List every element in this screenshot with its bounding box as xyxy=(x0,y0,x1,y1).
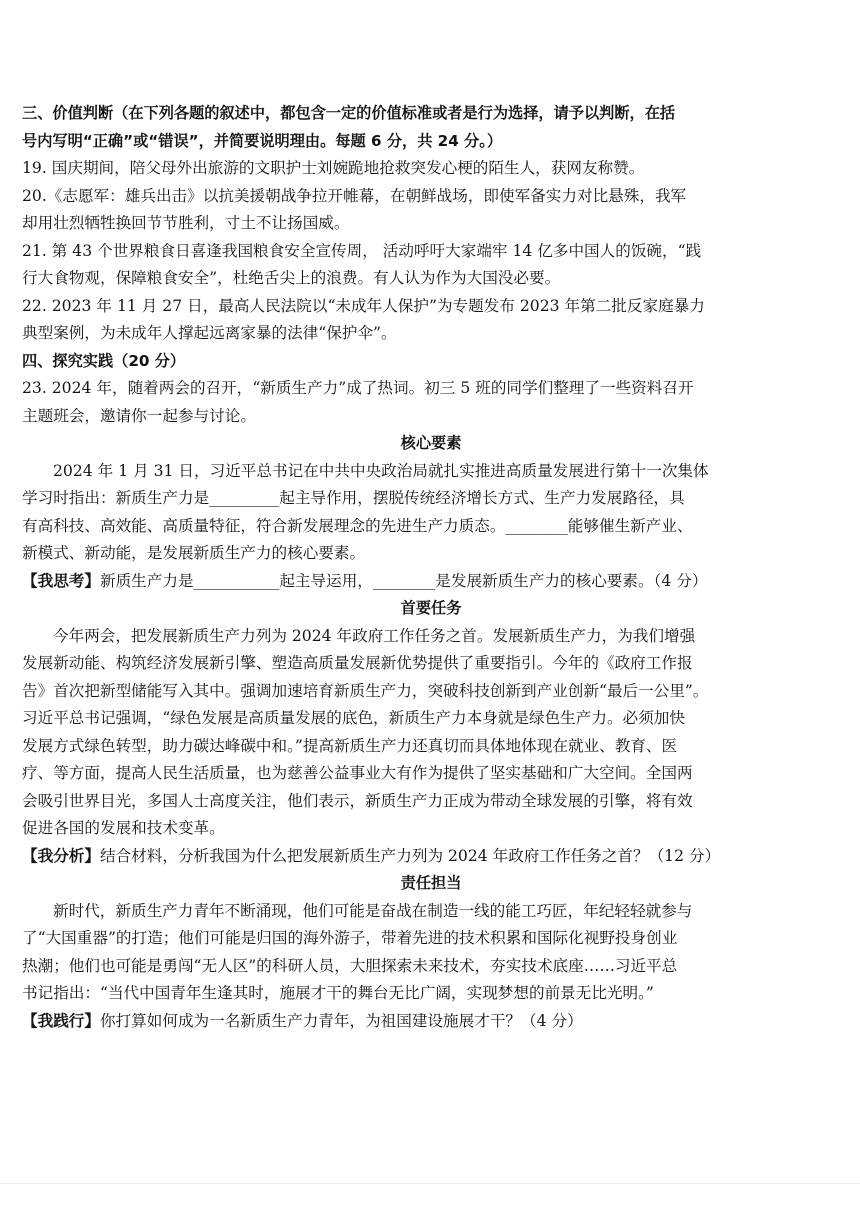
part1-title: 核心要素 xyxy=(400,434,462,452)
page-bottom-divider xyxy=(0,1183,860,1184)
part1-task xyxy=(22,568,840,596)
section3-heading-line1: 三、价值判断（在下列各题的叙述中，都包含一定的价值标准或者是行为选择，请予以判断，在括 xyxy=(22,104,676,122)
part2-line1: 今年两会，把发展新质生产力列为 2024 年政府工作任务之首。发展新质生产力，为我们增强 xyxy=(53,626,696,645)
part3-task xyxy=(22,1008,840,1036)
question-19: 19. 国庆期间，陪父母外出旅游的文职护士刘婉跪地抢救突发心梗的陌生人，获网友称赞。 xyxy=(22,159,645,177)
part3-line4: 书记指出：“当代中国青年生逢其时，施展才干的舞台无比广阔，实现梦想的前景无比光明。” xyxy=(22,984,654,1002)
section3-heading-line2: 号内写明“正确”或“错误”，并简要说明理由。每题 6 分，共 24 分。） xyxy=(22,131,503,150)
part1-line2: 学习时指出：新质生产力是_________起主导作用，摆脱传统经济增长方式、生产力发展路径，具 xyxy=(22,489,685,507)
part2-line8: 促进各国的发展和技术变革。 xyxy=(22,819,225,837)
question-22-line1: 22. 2023 年 11 月 27 日，最高人民法院以“未成年人保护”为专题发布 2023 年第二批反家庭暴力 xyxy=(22,296,705,315)
part2-line6: 疗、等方面，提高人民生活质量，也为慈善公益事业大有作为提供了坚实基础和广大空间。全国两 xyxy=(22,764,693,782)
part2-task xyxy=(22,843,840,871)
question-23-line1: 23. 2024 年，随着两会的召开，“新质生产力”成了热词。初三 5 班的同学们整理了一些资料召开 xyxy=(22,379,694,397)
part3-line3: 热潮；他们也可能是勇闯“无人区”的科研人员，大胆探索未来技术，夯实技术底座……习近平总 xyxy=(22,956,678,975)
question-21-line1: 21. 第 43 个世界粮食日喜逢我国粮食安全宣传周， 活动呼吁大家端牢 14 亿多中国人的饭碗，“践 xyxy=(22,241,702,260)
part2-line4: 习近平总书记强调，“绿色发展是高质量发展的底色，新质生产力本身就是绿色生产力。必须加快 xyxy=(22,709,685,727)
part1-task-text: 新质生产力是___________起主导运用，________是发展新质生产力的核心要素。（4 分） xyxy=(99,571,708,590)
part2-line5: 发展方式绿色转型，助力碳达峰碳中和。”提高新质生产力还真切而具体地体现在就业、教育、医 xyxy=(22,736,678,755)
part3-task-text: 你打算如何成为一名新质生产力青年，为祖国建设施展才干？（4 分） xyxy=(99,1011,583,1030)
part1-line1: 2024 年 1 月 31 日，习近平总书记在中共中央政治局就扎实推进高质量发展进行第十一次集体 xyxy=(53,461,709,480)
question-23-line2: 主题班会，邀请你一起参与讨论。 xyxy=(22,406,256,425)
question-20-line2: 却用壮烈牺牲换回节节胜利，寸土不让扬国威。 xyxy=(22,214,350,232)
part1-line4: 新模式、新动能，是发展新质生产力的核心要素。 xyxy=(22,544,366,562)
part2-title: 首要任务 xyxy=(400,599,462,617)
part1-task-tag: 【我思考】 xyxy=(22,571,100,590)
question-21-line2: 行大食物观，保障粮食安全”，杜绝舌尖上的浪费。有人认为作为大国没必要。 xyxy=(22,269,561,287)
part1-line3: 有高科技、高效能、高质量特征，符合新发展理念的先进生产力质态。________能够催生新产业、 xyxy=(22,516,693,535)
part3-line2: 了“大国重器”的打造；他们可能是归国的海外游子，带着先进的技术积累和国际化视野投身创业 xyxy=(22,929,678,947)
part2-line7: 会吸引世界目光，多国人士高度关注，他们表示，新质生产力正成为带动全球发展的引擎，将有效 xyxy=(22,791,693,810)
part3-task-tag: 【我践行】 xyxy=(22,1011,100,1030)
section4-heading: 四、探究实践（20 分） xyxy=(22,351,186,370)
question-22-line2: 典型案例，为未成年人撑起远离家暴的法律“保护伞”。 xyxy=(22,324,397,342)
part3-line1: 新时代，新质生产力青年不断涌现，他们可能是奋战在制造一线的能工巧匠，年纪轻轻就参与 xyxy=(53,901,693,920)
part3-title: 责任担当 xyxy=(400,874,462,892)
part2-task-tag: 【我分析】 xyxy=(22,846,100,865)
exam-page xyxy=(22,100,840,1035)
question-20-line1: 20.《志愿军：雄兵出击》以抗美援朝战争拉开帷幕，在朝鲜战场，即使军备实力对比悬殊，我军 xyxy=(22,186,687,205)
part2-line3: 告》首次把新型储能写入其中。强调加速培育新质生产力，突破科技创新到产业创新“最后一公里”。 xyxy=(22,681,709,700)
part2-task-text: 结合材料，分析我国为什么把发展新质生产力列为 2024 年政府工作任务之首？（12 分） xyxy=(99,846,721,865)
part2-line2: 发展新动能、构筑经济发展新引擎、塑造高质量发展新优势提供了重要指引。今年的《政府工作报 xyxy=(22,654,693,672)
